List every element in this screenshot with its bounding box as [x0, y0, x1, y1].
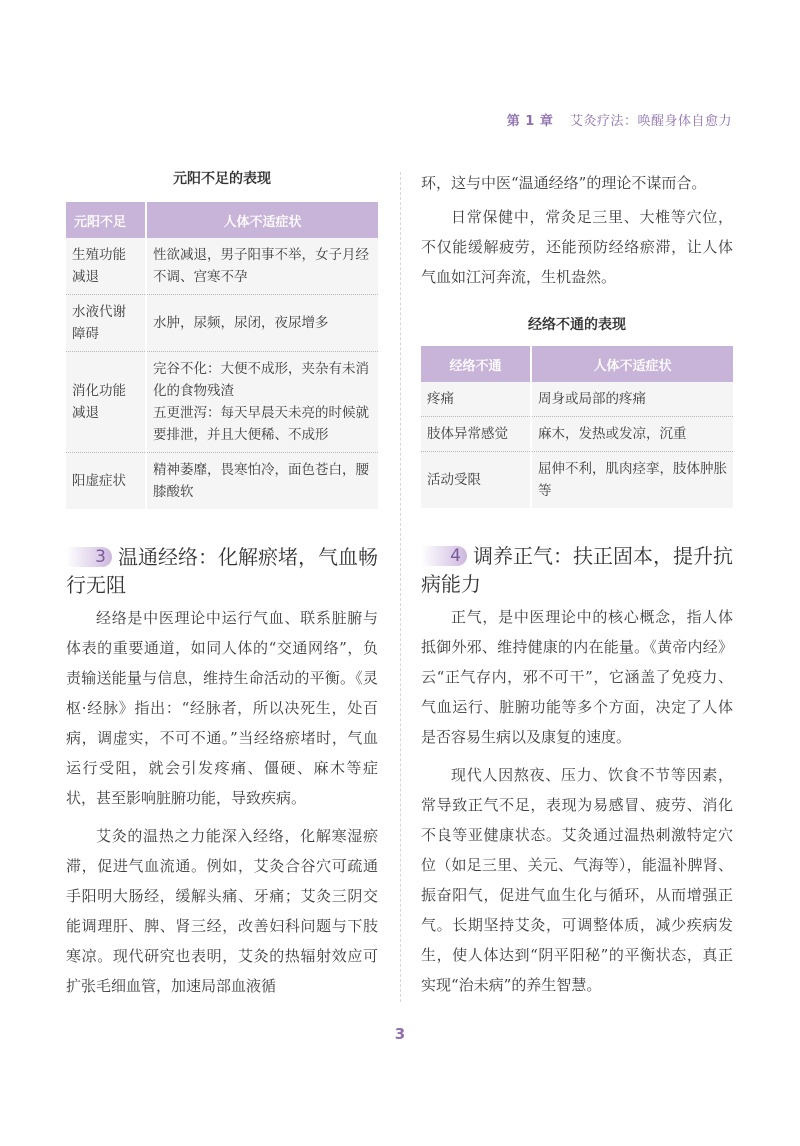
table-header-cell: 人体不适症状: [146, 202, 378, 238]
body-paragraph: 日常保健中，常灸足三里、大椎等穴位，不仅能缓解疲劳，还能预防经络瘀滞，让人体气血如江河奔流，生机盎然。: [421, 208, 733, 286]
page-number: 3: [394, 1025, 406, 1043]
section-number-badge: 4: [421, 546, 467, 566]
table-header-cell: 元阳不足: [66, 202, 146, 238]
yuanyang-table: [66, 202, 378, 509]
table-row: [421, 452, 733, 509]
table-row: [421, 382, 733, 417]
table-row: [66, 453, 378, 510]
table-cell-symptom: 麻木，发热或发凉，沉重: [531, 417, 733, 452]
body-paragraph: 艾灸的温热之力能深入经络，化解寒湿瘀滞，促进气血流通。例如，艾灸合谷穴可疏通手阳明大肠经，缓解头痛、牙痛；艾灸三阴交能调理肝、脾、肾三经，改善妇科问题与下肢寒凉。现代研究也表明，艾灸的热辐射效应可扩张毛细血管，加速局部血液循: [66, 827, 378, 995]
table-cell-symptom: 性欲减退，男子阳事不举，女子月经不调、宫寒不孕: [146, 238, 378, 295]
table-row: [66, 238, 378, 295]
section-title: 温通经络：化解瘀堵，气血畅行无阻: [66, 545, 378, 597]
jingluo-table-caption: 经络不通的表现: [528, 317, 626, 333]
table-cell-symptom: 屈伸不利，肌肉痉挛，肢体肿胀等: [531, 452, 733, 509]
table-cell-name: 肢体异常感觉: [421, 417, 531, 452]
body-paragraph: 现代人因熬夜、压力、饮食不节等因素，常导致正气不足，表现为易感冒、疲劳、消化不良等亚健康状态。艾灸通过温热刺激特定穴位（如足三里、关元、气海等），能温补脾肾、振奋阳气，促进气血生化与循环，从而增强正气。长期坚持艾灸，可调整体质，减少疾病发生，使人体达到“阴平阳秘”的平衡状态，真正实现“治未病”的养生智慧。: [421, 766, 733, 994]
body-paragraph: 经络是中医理论中运行气血、联系脏腑与体表的重要通道，如同人体的“交通网络”，负责输送能量与信息，维持生命活动的平衡。《灵枢·经脉》指出：“经脉者，所以决死生，处百病，调虚实，不可不通。”当经络瘀堵时，气血运行受阻，就会引发疼痛、僵硬、麻木等症状，甚至影响脏腑功能，导致疾病。: [66, 609, 378, 807]
body-paragraph: 正气，是中医理论中的核心概念，指人体抵御外邪、维持健康的内在能量。《黄帝内经》云“正气存内，邪不可干”，它涵盖了免疫力、气血运行、脏腑功能等多个方面，决定了人体是否容易生病以及康复的速度。: [421, 608, 733, 746]
table-cell-name: 生殖功能减退: [66, 238, 146, 295]
table-cell-symptom: 周身或局部的疼痛: [531, 382, 733, 417]
table-cell-name: 消化功能减退: [66, 352, 146, 453]
running-header: [507, 110, 732, 129]
table-cell-name: 水液代谢障碍: [66, 295, 146, 352]
jingluo-table: [421, 346, 733, 508]
table-cell-symptom: 完谷不化：大便不成形，夹杂有未消化的食物残渣 五更泄泻：每天早晨天未亮的时候就要排泄，并且大便稀、不成形: [146, 352, 378, 453]
table-cell-symptom: 精神萎靡，畏寒怕冷，面色苍白，腰膝酸软: [146, 453, 378, 510]
yuanyang-table-caption: 元阳不足的表现: [173, 171, 271, 187]
chapter-title: 艾灸疗法：唤醒身体自愈力: [569, 114, 732, 129]
continued-paragraph: 环，这与中医“温通经络”的理论不谋而合。: [421, 174, 707, 192]
table-cell-name: 活动受限: [421, 452, 531, 509]
table-header-cell: 人体不适症状: [531, 346, 733, 382]
table-cell-name: 阳虚症状: [66, 453, 146, 510]
section-3-heading: [66, 543, 378, 599]
section-number-badge: 3: [66, 547, 112, 567]
section-4-heading: [421, 542, 733, 598]
table-header-cell: 经络不通: [421, 346, 531, 382]
section-title: 调养正气：扶正固本，提升抗病能力: [421, 544, 733, 596]
column-divider: [400, 172, 401, 1002]
left-column: [66, 168, 378, 1001]
table-row: [66, 295, 378, 352]
table-cell-name: 疼痛: [421, 382, 531, 417]
right-column: [421, 168, 733, 1000]
table-cell-symptom: 水肿，尿频，尿闭，夜尿增多: [146, 295, 378, 352]
table-row: [421, 417, 733, 452]
table-row: [66, 352, 378, 453]
chapter-number: 第 1 章: [506, 114, 554, 129]
